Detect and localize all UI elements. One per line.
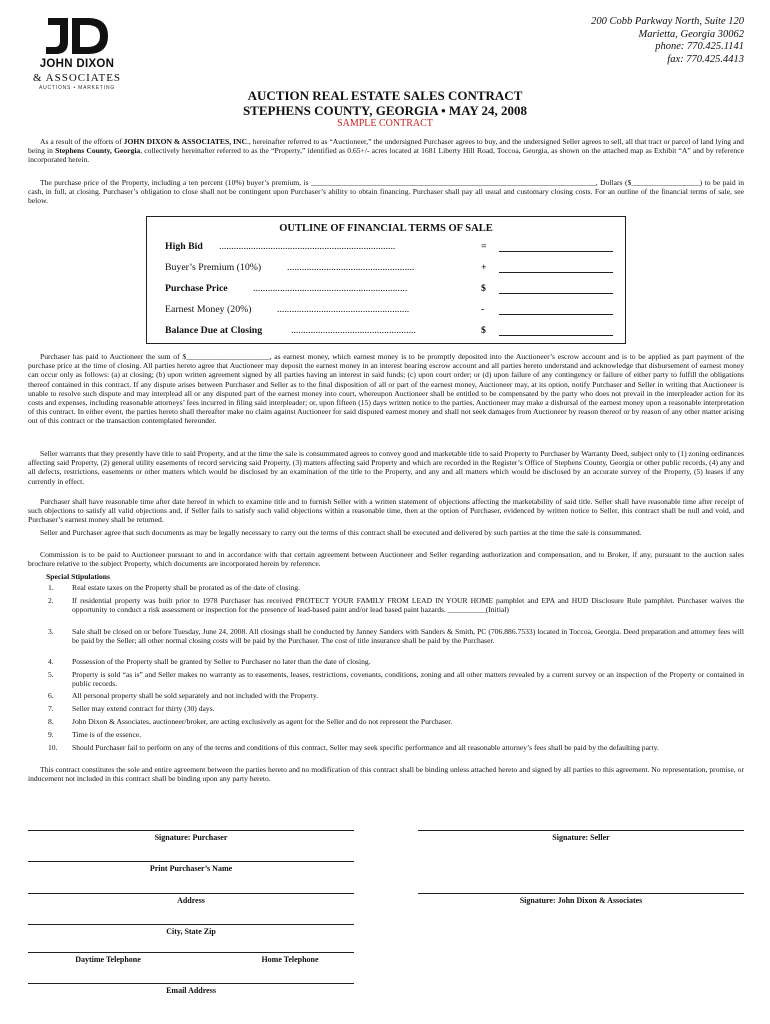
sample-contract-label: SAMPLE CONTRACT [337,118,433,129]
address-label: Address [177,896,205,905]
financial-terms-box [146,216,626,344]
company-logo [22,14,132,94]
earnest-money-blank[interactable] [499,314,613,315]
logo-tagline: AUCTIONS • MARKETING [38,85,116,91]
purchaser-signature-label: Signature: Purchaser [154,833,228,842]
title-warranty-paragraph: Seller warrants that they presently have title to said Property, and at the time the sale is consummated agrees to convey good and marketable title to said Property to Purchaser by Warranty Deed, subject only to (1) zoning ordinances affecting said Property, (2) general utility easements of record servicing said Property, (3) matters affecting said Property and which are recorded in the Register’s Office of Stephens County, Georgia or other public records, (4) any and all defects, restrictions, easements or other matters which would be disclosed by an examination of the title to the Property, and any and all matters which would be disclosed by an accurate survey of the Property, (5) leases if any currently in effect. [28,449,744,486]
logo-associates: & ASSOCIATES [32,72,122,84]
print-name-line[interactable] [28,861,354,862]
seller-signature-line[interactable] [418,830,744,831]
row-earnest-money: Earnest Money (20%) ...................................................... - [165,304,615,317]
documents-paragraph: Seller and Purchaser agree that such documents as may be legally necessary to carry out the terms of this contract shall be executed and delivered by such parties at the time the sale is consummated. [40,528,642,537]
row-purchase-price: Purchase Price ............................................................... $ [165,283,615,296]
entire-agreement-paragraph: This contract constitutes the sole and entire agreement between the parties hereto and no modification of this contract shall be binding unless attached hereto and signed by all parties to this agreement. No representation, promise, or inducement not included in this contract shall be binding upon any party hereto. [28,765,744,784]
seller-signature-label: Signature: Seller [552,833,610,842]
logo-name: JOHN DIXON [39,58,115,70]
intro-paragraph: As a result of the efforts of JOHN DIXON & ASSOCIATES, INC., hereinafter referred to as “Auctioneer,” the undersigned Purchaser agrees to buy, and the undersigned Seller agrees to sell, all that tract or parcel of land lying and being in Stephens County, Georgia, collectively hereinafter referred to as the “Property,” identified as 0.65+/- acres located at 1681 Liberty Hill Road, Toccoa, Georgia, as shown on the attached map as Exhibit “A” and by reference incorporated herein. [28,137,744,165]
print-name-label: Print Purchaser’s Name [149,864,233,873]
document-title: AUCTION REAL ESTATE SALES CONTRACT [247,88,523,103]
email-line[interactable] [28,983,354,984]
address-fax: fax: 770.425.4413 [667,53,744,65]
balance-due-blank[interactable] [499,335,613,336]
row-high-bid: High Bid ........................................................................ = [165,241,615,254]
telephone-line[interactable] [28,952,354,953]
earnest-money-paragraph: Purchaser has paid to Auctioneer the sum of $______________________, as earnest money, which earnest money is to be promptly deposited into the Auctioneer’s escrow account and is to be applied as part payment of the purchase price at the time of closing. All parties hereto agree that Auctioneer may deposit the earnest money in an interest bearing escrow account and all parties hereto understand and acknowledge that disbursement of earnest money can occur only as follows: (a) at closing; (b) upon written agreement signed by all parties having an interest in said funds; (c) upon court order; or (d) upon failure of any contingency or failure of either party to fulfill the obligations thereof contained in this contract. If any dispute arises between Purchaser and Seller as to the final disposition of all or part of the earnest money, Auctioneer may, at its option, notify Purchaser and Seller in writing that Auctioneer is unable to resolve such dispute and may interplead all or any disputed part of the earnest money into court, whereupon Auctioneer shall be entitled to be compensated by the party who does not prevail in the interpleader action for its costs and expenses, including reasonable attorneys’ fees incurred in filing said interpleader; or, upon fifteen (15) days written notice to the parties, Auctioneer may make a disbursal of the earnest money upon a reasonable interpretation of this contract. In either event, the parties hereto shall thereafter make no claim against Auctioneer for said disputed earnest money and shall not seek damages from Auctioneer by reason thereof or by reason of any other matter arising out of this contract or the transaction contemplated hereunder. [28,352,744,426]
commission-paragraph: Commission is to be paid to Auctioneer pursuant to and in accordance with that certain agreement between Auctioneer and Seller regarding authorization and compensation, and to Broker, if any, pursuant to the auction sales brochure relative to the subject Property, which documents are incorporated herein by reference. [28,550,744,569]
city-state-zip-line[interactable] [28,924,354,925]
address-line-1: 200 Cobb Parkway North, Suite 120 [591,16,744,27]
address-phone: phone: 770.425.1141 [655,41,744,52]
high-bid-blank[interactable] [499,251,613,252]
address-line[interactable] [28,893,354,894]
jd-logo-icon [42,14,112,56]
address-line-2: Marietta, Georgia 30062 [638,28,744,40]
jda-signature-line[interactable] [418,893,744,894]
daytime-telephone-label: Daytime Telephone [75,955,141,964]
buyers-premium-blank[interactable] [499,272,613,273]
jda-signature-label: Signature: John Dixon & Associates [519,896,643,905]
row-buyers-premium: Buyer’s Premium (10%) .................................................... + [165,262,615,275]
company-address [591,16,744,66]
row-balance-due: Balance Due at Closing ................................................... $ [165,325,615,338]
purchase-price-paragraph: The purchase price of the Property, including a ten percent (10%) buyer’s premium, is ___________________________________________________________________________, Dollars ($__________________) to be paid in cash, in full, at closing. Purchaser’s obligation to close shall not be contingent upon Purchaser’s ability to obtain financing. Purchaser shall pay all usual and customary closing costs. For an outline of the financial terms of sale, see below. [28,178,744,206]
city-state-zip-label: City, State Zip [166,927,216,936]
home-telephone-label: Home Telephone [261,955,319,964]
email-label: Email Address [166,986,216,995]
financial-terms-title: OUTLINE OF FINANCIAL TERMS OF SALE [279,223,493,234]
title-objection-paragraph: Purchaser shall have reasonable time after date hereof in which to examine title and to furnish Seller with a written statement of objections affecting the marketability of said title. Seller shall have reasonable time after receipt of such objections to satisfy all valid objections and, if Seller fails to satisfy such valid objections within a reasonable time, then at the option of Purchaser, evidenced by written notice to Seller, this contract shall be null and void, and Purchaser’s earnest money shall be returned. [28,497,744,525]
document-subtitle: STEPHENS COUNTY, GEORGIA • MAY 24, 2008 [242,103,528,118]
purchase-price-blank[interactable] [499,293,613,294]
purchaser-signature-line[interactable] [28,830,354,831]
special-stipulations-heading: Special Stipulations [46,572,110,581]
